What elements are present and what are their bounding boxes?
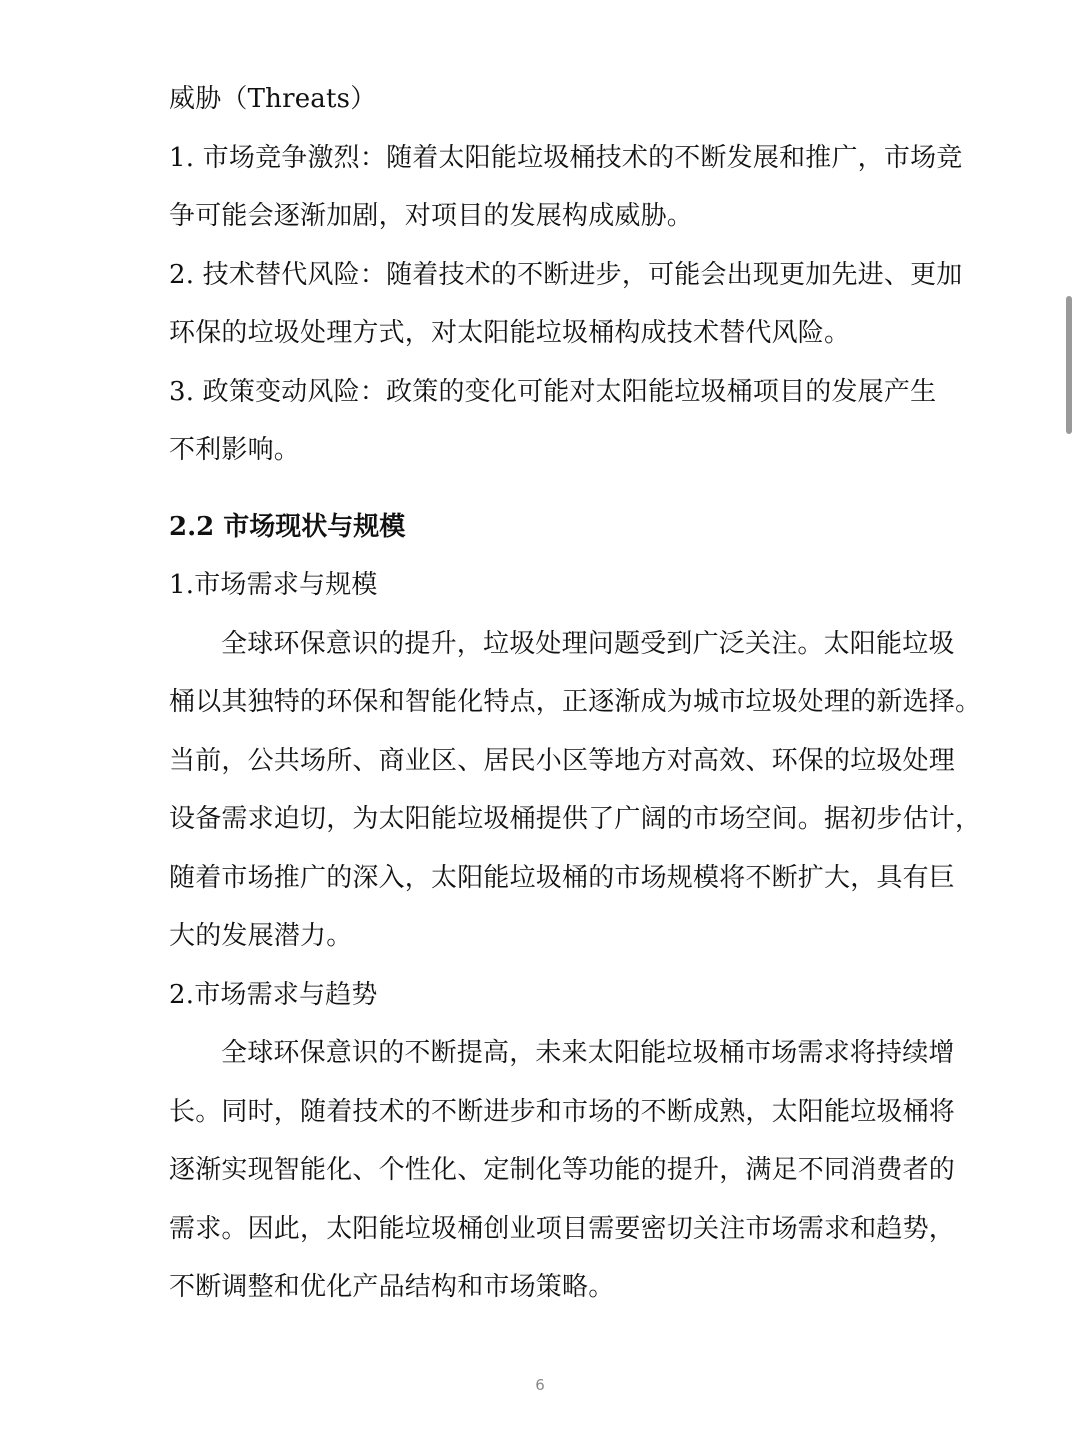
subsection-1-title: 1.市场需求与规模 [169, 570, 378, 600]
section-heading: 2.2 市场现状与规模 [169, 511, 406, 542]
page-content [169, 70, 982, 1317]
subsection-2-line-1: 全球环保意识的不断提高，未来太阳能垃圾桶市场需求将持续增 [221, 1038, 955, 1068]
subsection-1-line-1: 全球环保意识的提升，垃圾处理问题受到广泛关注。太阳能垃圾 [221, 628, 955, 659]
subsection-1-line-5: 随着市场推广的深入，太阳能垃圾桶的市场规模将不断扩大，具有巨 [169, 862, 956, 893]
page-number: 6 [535, 1376, 545, 1394]
threat-item-1-line-2: 争可能会逐渐加剧，对项目的发展构成威胁。 [169, 201, 694, 231]
subsection-1-line-2: 桶以其独特的环保和智能化特点，正逐渐成为城市垃圾处理的新选择。 [169, 687, 982, 717]
threat-item-3-line-1: 3. 政策变动风险：政策的变化可能对太阳能垃圾桶项目的发展产生 [169, 376, 937, 407]
threat-item-2-line-2: 环保的垃圾处理方式，对太阳能垃圾桶构成技术替代风险。 [169, 318, 851, 348]
subsection-2-line-2: 长。同时，随着技术的不断进步和市场的不断成熟，太阳能垃圾桶将 [169, 1096, 956, 1127]
threat-item-3-line-2: 不利影响。 [169, 435, 301, 465]
subsection-2-line-4: 需求。因此，太阳能垃圾桶创业项目需要密切关注市场需求和趋势， [169, 1213, 956, 1244]
threats-title: 威胁（Threats） [169, 84, 377, 114]
threat-item-2-line-1: 2. 技术替代风险：随着技术的不断进步，可能会出现更加先进、更加 [169, 259, 963, 290]
threat-item-1-line-1: 1. 市场竞争激烈：随着太阳能垃圾桶技术的不断发展和推广，市场竞 [169, 142, 963, 173]
subsection-1-line-4: 设备需求迫切，为太阳能垃圾桶提供了广阔的市场空间。据初步估计， [169, 804, 982, 834]
scrollbar-thumb[interactable] [1066, 296, 1072, 434]
subsection-1-line-3: 当前，公共场所、商业区、居民小区等地方对高效、环保的垃圾处理 [169, 745, 956, 776]
vertical-scrollbar[interactable] [1066, 296, 1074, 434]
subsection-2-line-3: 逐渐实现智能化、个性化、定制化等功能的提升，满足不同消费者的 [169, 1155, 956, 1185]
subsection-1-line-6: 大的发展潜力。 [169, 921, 353, 951]
subsection-2-title: 2.市场需求与趋势 [169, 979, 378, 1010]
subsection-2-line-5: 不断调整和优化产品结构和市场策略。 [169, 1272, 615, 1302]
